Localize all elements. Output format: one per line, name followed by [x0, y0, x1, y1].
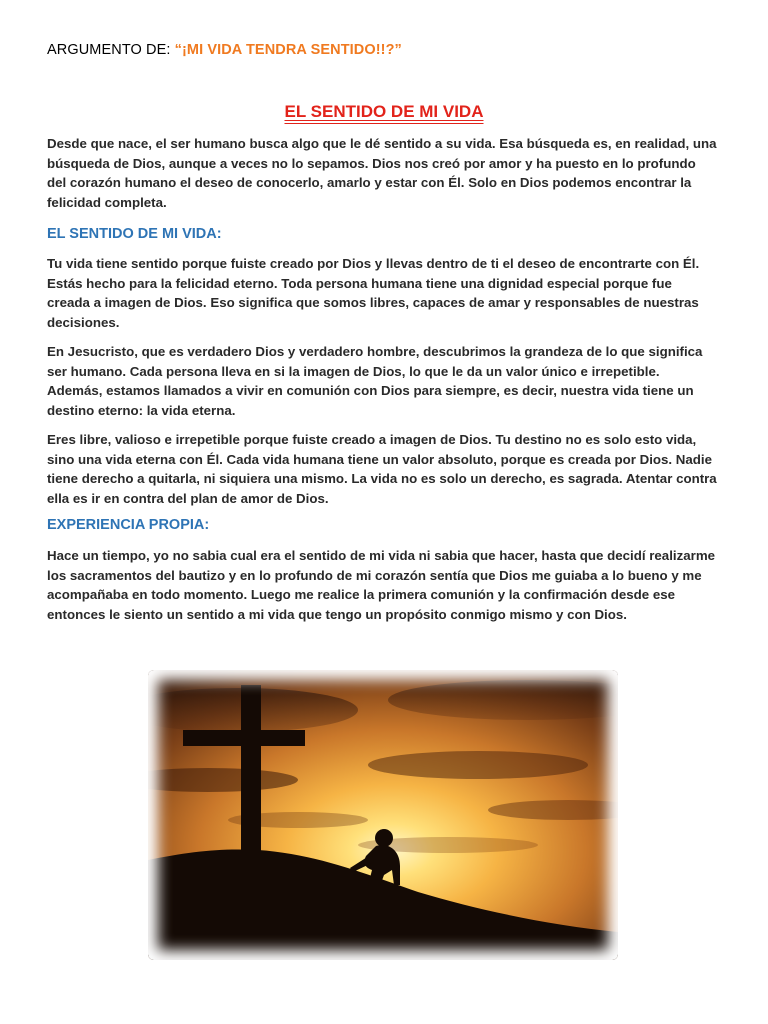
section2-paragraph: Hace un tiempo, yo no sabia cual era el sentido de mi vida ni sabia que hacer, hasta que decidí realizarme los sacramentos del bautizo y en lo profundo de mi corazón sentía que Dios me guiaba a lo bueno y me acompañaba en todo momento. Luego me realice la primera comunión y la confirmación desde ese entonces le siento un sentido a mi vida que tengo un propósito conmigo mismo y con Dios. [47, 548, 716, 622]
page-title-text: EL SENTIDO DE MI VIDA [284, 102, 484, 121]
cross-sunset-illustration [148, 670, 618, 960]
section1-paragraph-1: Tu vida tiene sentido porque fuiste creado por Dios y llevas dentro de ti el deseo de encontrarte con Él. Estás hecho para la felicidad eterno. Toda persona humana tiene una dignidad especial porque fue creada a imagen de Dios. Eso significa que somos libres, capaces de amar y responsables de nuestras decisiones. [47, 256, 700, 330]
section-heading-sentido: EL SENTIDO DE MI VIDA: [47, 226, 222, 242]
cross-sunset-image [148, 670, 618, 960]
section1-paragraph-2: En Jesucristo, que es verdadero Dios y verdadero hombre, descubrimos la grandeza de lo que significa ser humano. Cada persona lleva en si la imagen de Dios, lo que le da un valor único e irrepetible. Además, estamos llamados a vivir en comunión con Dios para siempre, es decir, nuestra vida tiene un destino eterno: la vida eterna. [47, 344, 703, 418]
section1-paragraph-3: Eres libre, valioso e irrepetible porque fuiste creado a imagen de Dios. Tu destino no es solo esto vida, sino una vida eterna con Él. Cada vida humana tiene un valor absoluto, porque es creada por Dios. Nadie tiene derecho a quitarla, ni siquiera una mismo. La vida no es solo un derecho, es sagrada. Atentar contra ella es ir en contra del plan de amor de Dios. [47, 432, 717, 506]
argument-line [47, 42, 402, 58]
section-heading-experiencia: EXPERIENCIA PROPIA: [47, 517, 210, 533]
argument-title: “¡MI VIDA TENDRA SENTIDO!!?” [174, 42, 402, 58]
intro-paragraph: Desde que nace, el ser humano busca algo que le dé sentido a su vida. Esa búsqueda es, en realidad, una búsqueda de Dios, aunque a veces no lo sepamos. Dios nos creó por amor y ha puesto en lo profundo del corazón humano el deseo de conocerlo, amarlo y estar con Él. Solo en Dios podemos encontrar la felicidad completa. [47, 136, 717, 210]
page-title [0, 102, 768, 122]
argument-label: ARGUMENTO DE: [47, 42, 175, 58]
